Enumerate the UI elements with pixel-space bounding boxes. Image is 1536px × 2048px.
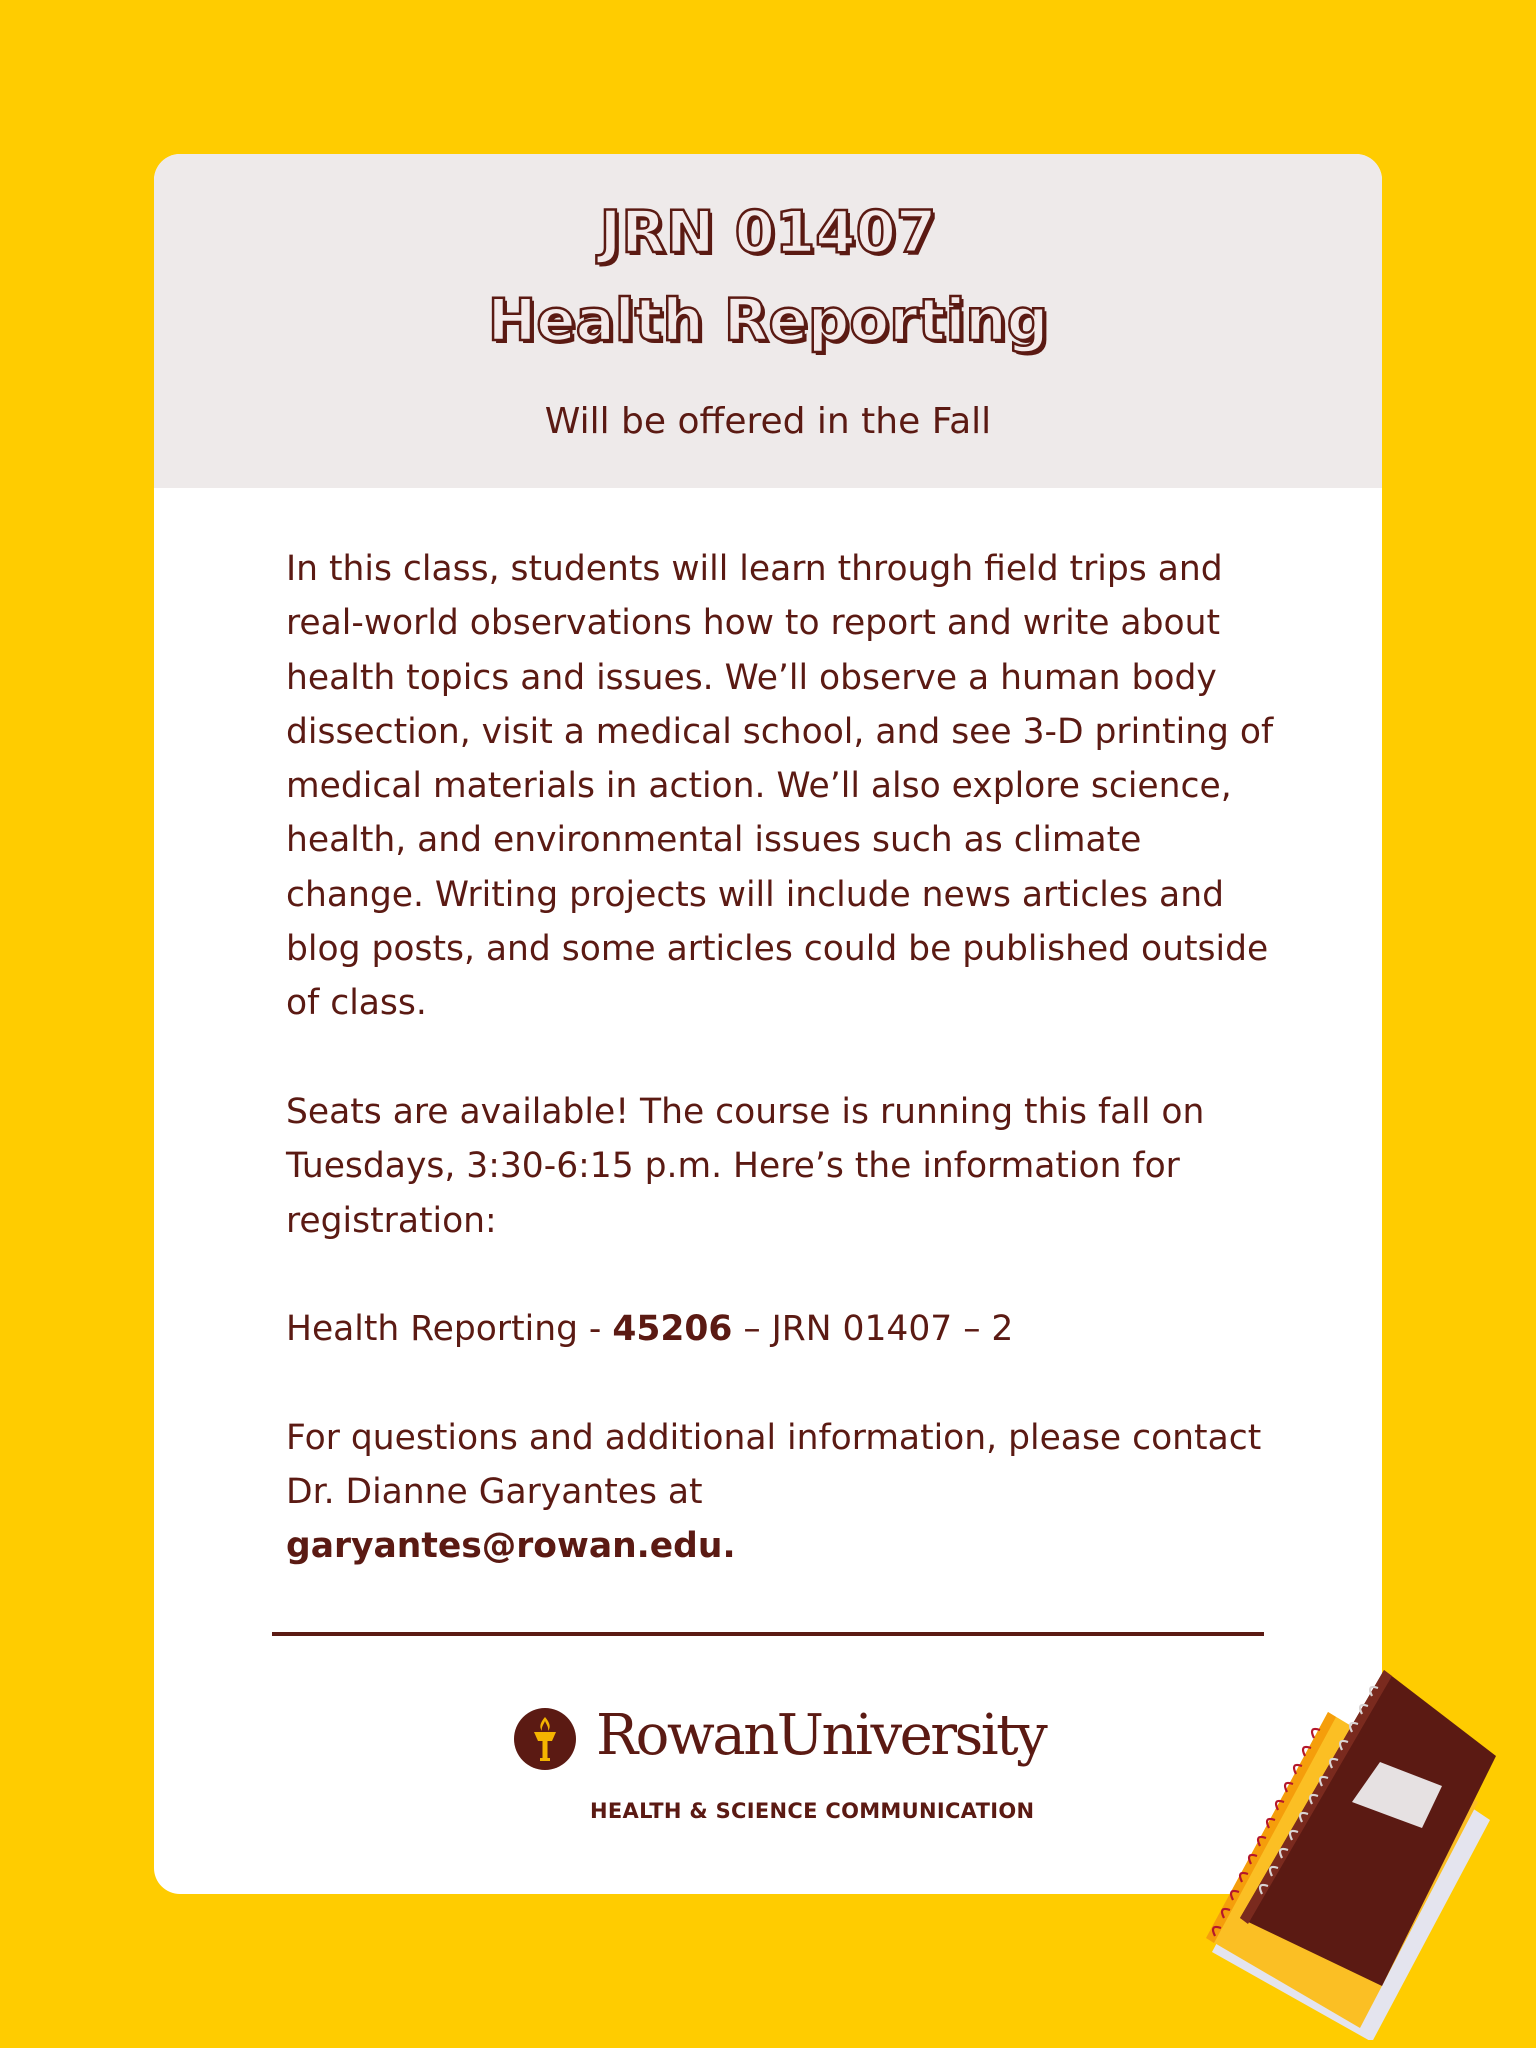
registration-crn: 45206	[612, 1309, 733, 1350]
registration-prefix: Health Reporting -	[286, 1309, 613, 1350]
contact-info	[286, 1411, 1286, 1574]
offering-subtitle: Will be offered in the Fall	[544, 401, 992, 442]
divider	[272, 1632, 1264, 1636]
registration-info	[286, 1302, 1286, 1356]
card-header	[154, 154, 1382, 488]
course-name: Health Reporting	[487, 286, 1049, 354]
seats-info: Seats are available! The course is running this fall on Tuesdays, 3:30-6:15 p.m. Here’s the information for registration:	[286, 1091, 1205, 1241]
university-name: RowanUniversity	[596, 1703, 1046, 1768]
department-name: HEALTH & SCIENCE COMMUNICATION	[590, 1799, 1035, 1823]
torch-logo-icon	[514, 1708, 576, 1770]
contact-email-link[interactable]: garyantes@rowan.edu.	[286, 1526, 736, 1567]
course-description: In this class, students will learn through field trips and real-world observations how to report and write about health topics and issues. We’ll observe a human body dissection, visit a medical school, and see 3-D printing of medical materials in action. We’ll also explore science, health, and environmental issues such as climate change. Writing projects will include news articles and blog posts, and some articles could be published outside of class.	[286, 549, 1274, 1024]
notebooks-illustration-icon	[1160, 1660, 1520, 2040]
rowan-logo	[514, 1703, 1054, 1848]
registration-suffix: – JRN 01407 – 2	[732, 1309, 1014, 1350]
course-details	[286, 542, 1286, 1574]
flyer-card	[154, 154, 1382, 1894]
course-code: JRN 01407	[599, 198, 937, 266]
contact-text: For questions and additional information, please contact Dr. Dianne Garyantes at	[286, 1417, 1262, 1513]
